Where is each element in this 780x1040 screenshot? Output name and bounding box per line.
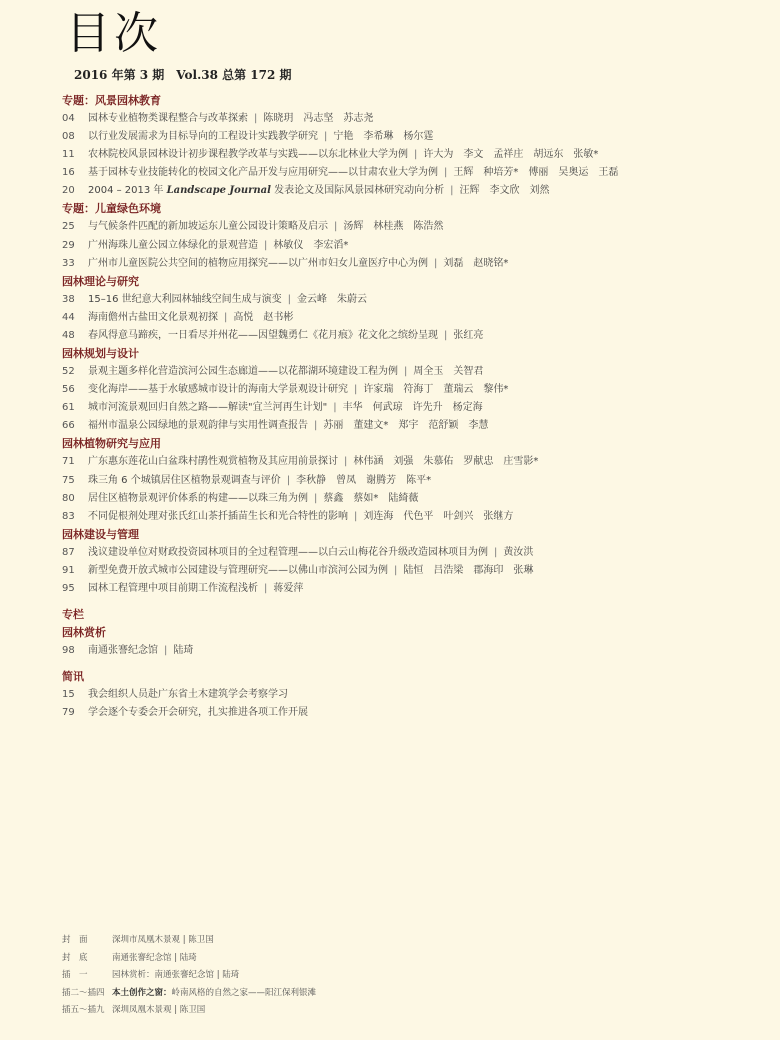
entry-title: 居住区植物景观评价体系的构建——以珠三角为例	[88, 492, 308, 504]
page-number: 44	[62, 311, 75, 323]
entry-authors: 蒋爱萍	[273, 582, 304, 594]
credit-text: 深圳凤凰木景观	[112, 1005, 172, 1015]
entry-authors: 陆琦	[173, 645, 194, 657]
page-number: 80	[62, 492, 75, 504]
page-number: 29	[62, 239, 75, 251]
page-number: 66	[62, 420, 75, 432]
table-of-contents	[62, 92, 762, 722]
entry-authors: 刘磊 赵晓铭*	[443, 257, 509, 269]
credit-author: 陆琦	[179, 952, 197, 963]
toc-entry[interactable]	[62, 544, 762, 562]
section-title: 专题：风景园林教育	[62, 94, 161, 107]
section-title: 简讯	[62, 670, 84, 684]
toc-entry[interactable]	[62, 182, 762, 200]
toc-section	[62, 606, 762, 624]
entry-authors: 汤辉 林桂燕 陈浩然	[343, 221, 444, 233]
entry-authors: 黄汝洪	[503, 546, 534, 558]
toc-section	[62, 668, 762, 722]
toc-entry[interactable]	[62, 704, 762, 722]
toc-entry[interactable]	[62, 363, 762, 381]
credit-label: 插二～插四	[62, 987, 105, 998]
entry-authors: 张红亮	[453, 329, 484, 341]
entry-authors: 林敏仪 李宏滔*	[273, 239, 349, 251]
section-title: 园林规划与设计	[62, 347, 139, 361]
entry-authors: 许家瑞 符海丁 董瑞云 黎伟*	[363, 384, 509, 396]
page-number: 91	[62, 564, 75, 576]
volume-number: Vol.38 总第 172 期	[176, 68, 292, 82]
entry-title: 广东惠东莲花山白盆珠村鹃性观赏植物及其应用前景探讨	[88, 456, 338, 468]
page-number: 87	[62, 546, 75, 558]
credit-text: 深圳市凤凰木景观	[112, 935, 181, 945]
credit-line	[62, 932, 762, 950]
toc-entry[interactable]	[62, 642, 762, 660]
toc-entry[interactable]	[62, 110, 762, 128]
entry-authors: 李秋静 曾凤 谢腾芳 陈平*	[296, 474, 432, 486]
entry-title: 15–16 世纪意大利园林轴线空间生成与演变	[88, 293, 282, 305]
page-number: 15	[62, 689, 75, 701]
toc-entry[interactable]	[62, 399, 762, 417]
entry-authors: 王辉 种培芳* 傅丽 吴奥运 王磊	[453, 167, 619, 179]
separator: |	[354, 510, 358, 522]
toc-entry[interactable]	[62, 164, 762, 182]
entry-title: 学会逐个专委会开会研究，扎实推进各项工作开展	[88, 707, 308, 719]
toc-entry[interactable]	[62, 580, 762, 598]
section-title: 园林赏析	[62, 626, 106, 640]
entry-title: 变化海岸——基于水敏感城市设计的海南大学景观设计研究	[88, 384, 348, 396]
credit-author: 陈卫国	[179, 1005, 206, 1015]
entry-title: 以行业发展需求为目标导向的工程设计实践教学研究	[88, 131, 318, 143]
entry-authors: 高悦 赵书彬	[233, 311, 294, 323]
toc-entry[interactable]	[62, 508, 762, 526]
entry-authors: 金云峰 朱蔚云	[297, 293, 368, 305]
page-number: 25	[62, 221, 75, 233]
credit-label: 封 底	[62, 952, 88, 963]
entry-title: 园林工程管理中项目前期工作流程浅析	[88, 582, 258, 594]
toc-entry[interactable]	[62, 146, 762, 164]
separator: |	[286, 474, 291, 486]
separator: |	[494, 546, 498, 558]
toc-entry[interactable]	[62, 490, 762, 508]
credit-label: 插 一	[62, 970, 88, 980]
entry-title: 发表论文及国际风景园林研究动向分析	[270, 185, 445, 197]
separator: |	[254, 113, 258, 124]
toc-entry[interactable]	[62, 472, 762, 490]
page-number: 20	[62, 185, 75, 197]
separator: |	[404, 366, 408, 378]
separator: |	[334, 221, 338, 233]
entry-title: 广州海珠儿童公园立体绿化的景观营造	[88, 239, 258, 251]
entry-title: 广州市儿童医院公共空间的植物应用探究——以广州市妇女儿童医疗中心为例	[88, 257, 428, 269]
entry-title: 农林院校风景园林设计初步课程教学改革与实践——以东北林业大学为例	[88, 149, 408, 161]
entry-authors: 许大为 李文 孟祥庄 胡远东 张敏*	[423, 149, 599, 161]
credit-text: 岭南风格的自然之家——阳江保利银滩	[171, 987, 317, 998]
credit-text: 南通张謇纪念馆	[112, 952, 172, 963]
entry-title: 新型免费开放式城市公园建设与管理研究——以佛山市滨河公园为例	[88, 564, 388, 576]
page-number: 61	[62, 402, 75, 414]
entry-authors: 宁艳 李希琳 杨尔霆	[333, 131, 434, 143]
separator: |	[354, 384, 358, 396]
separator: |	[164, 645, 168, 657]
separator: |	[314, 420, 318, 432]
page-number: 38	[62, 293, 75, 305]
entry-title: 景观主题多样化营造滨河公园生态廊道——以花都湖环境建设工程为例	[88, 366, 398, 378]
toc-entry[interactable]	[62, 255, 762, 273]
separator: |	[444, 329, 448, 341]
toc-entry[interactable]	[62, 327, 762, 345]
credit-label: 插五～插九	[62, 1005, 105, 1015]
separator: |	[180, 935, 189, 945]
separator: |	[344, 456, 348, 468]
toc-entry[interactable]	[62, 417, 762, 435]
page-number: 56	[62, 384, 75, 396]
page-number: 16	[62, 167, 75, 179]
toc-section	[62, 624, 762, 660]
issue-info	[74, 66, 292, 83]
journal-name: Landscape Journal	[166, 185, 271, 197]
entry-title: 海南儋州古盐田文化景观初探	[88, 311, 218, 323]
page-number: 71	[62, 456, 75, 468]
page-number: 95	[62, 582, 75, 594]
toc-section	[62, 345, 762, 435]
separator: |	[224, 311, 228, 323]
separator: |	[333, 402, 337, 414]
credit-line	[62, 950, 762, 968]
section-title: 园林植物研究与应用	[62, 437, 161, 451]
separator: |	[394, 564, 398, 576]
toc-section	[62, 200, 762, 272]
credit-line	[62, 1002, 762, 1020]
separator: |	[171, 952, 180, 963]
separator: |	[324, 131, 328, 143]
credit-author: 陆琦	[222, 970, 240, 980]
separator: |	[434, 257, 438, 269]
credit-line	[62, 967, 762, 985]
entry-title: 城市河流景观回归自然之路——解读"宜兰河再生计划"	[88, 402, 328, 414]
entry-title: 基于园林专业技能转化的校园文化产品开发与应用研究——以甘肃农业大学为例	[88, 167, 438, 179]
entry-authors: 刘连海 代色平 叶剑兴 张继方	[363, 510, 514, 522]
entry-authors: 蔡鑫 蔡如* 陆綺薇	[323, 492, 419, 504]
page-number: 11	[62, 149, 75, 161]
page-number: 75	[62, 474, 75, 486]
separator: |	[314, 492, 318, 504]
page-number: 83	[62, 510, 75, 522]
credit-author: 陈卫国	[188, 935, 214, 945]
separator: |	[171, 1005, 180, 1015]
separator: |	[414, 149, 418, 161]
credit-text: 园林赏析：南通张謇纪念馆	[112, 970, 215, 980]
issue-number: 2016 年第 3 期	[74, 68, 165, 82]
section-title: 园林理论与研究	[62, 274, 139, 288]
toc-entry[interactable]	[62, 309, 762, 327]
entry-authors: 陈晓玥 冯志坚 苏志尧	[263, 113, 374, 124]
page-number: 79	[62, 707, 75, 719]
section-title: 专题：儿童绿色环境	[62, 202, 161, 216]
separator: |	[214, 970, 223, 980]
credit-label: 封 面	[62, 935, 88, 945]
toc-entry[interactable]	[62, 562, 762, 580]
entry-title: 2004 – 2013 年	[88, 185, 167, 197]
entry-title: 珠三角 6 个城镇居住区植物景观调查与评价	[88, 474, 281, 486]
separator: |	[287, 293, 292, 305]
entry-title: 南通张謇纪念馆	[88, 645, 158, 657]
credit-column: 本土创作之窗：	[112, 987, 172, 998]
toc-entry[interactable]	[62, 381, 762, 399]
toc-entry[interactable]	[62, 128, 762, 146]
entry-title: 园林专业植物类课程整合与改革探索	[88, 113, 248, 124]
separator: |	[444, 167, 448, 179]
page-number: 33	[62, 257, 75, 269]
toc-entry[interactable]	[62, 291, 762, 309]
toc-entry[interactable]	[62, 218, 762, 236]
entry-title: 浅议建设单位对财政投资园林项目的全过程管理——以白云山梅花谷升级改造园林项目为例	[88, 546, 488, 558]
separator: |	[450, 185, 454, 197]
section-title: 园林建设与管理	[62, 527, 139, 541]
entry-title: 不同促根剂处理对张氏红山茶扦插苗生长和光合特性的影响	[88, 510, 348, 522]
separator: |	[264, 239, 268, 251]
page-number: 98	[62, 645, 75, 657]
page-number: 48	[62, 329, 75, 341]
entry-title: 福州市温泉公园绿地的景观韵律与实用性调查报告	[88, 420, 308, 432]
entry-authors: 周全玉 关智君	[413, 366, 484, 378]
entry-authors: 汪辉 李文欣 刘然	[459, 185, 550, 197]
separator: |	[264, 582, 268, 594]
entry-authors: 苏丽 董建文* 郑宇 范舒颖 李慧	[323, 420, 489, 432]
page-number: 08	[62, 131, 75, 143]
toc-entry[interactable]	[62, 686, 762, 704]
page-number: 04	[62, 113, 75, 124]
toc-section	[62, 435, 762, 525]
page-title: 目次	[66, 8, 162, 59]
entry-authors: 林伟涵 刘强 朱慕佑 罗献忠 庄雪影*	[353, 456, 539, 468]
credit-line	[62, 985, 762, 1003]
cover-credits	[62, 932, 762, 1020]
toc-entry[interactable]	[62, 237, 762, 255]
toc-section	[62, 273, 762, 345]
entry-authors: 丰华 何武琼 许先升 杨定海	[342, 402, 483, 414]
page-number: 52	[62, 366, 75, 378]
entry-title: 我会组织人员赴广东省土木建筑学会考察学习	[88, 689, 288, 701]
entry-authors: 陆恒 吕浩梁 郡海印 张琳	[403, 564, 534, 576]
entry-title: 春风得意马蹄疾，一日看尽并州花——因望魏勇仁《花月痕》花文化之缤纷呈现	[88, 329, 438, 341]
entry-title: 与气候条件匹配的新加坡运东儿童公园设计策略及启示	[88, 221, 328, 233]
toc-entry[interactable]	[62, 453, 762, 471]
toc-section	[62, 526, 762, 598]
section-title: 专栏	[62, 608, 84, 622]
toc-section	[62, 92, 762, 200]
